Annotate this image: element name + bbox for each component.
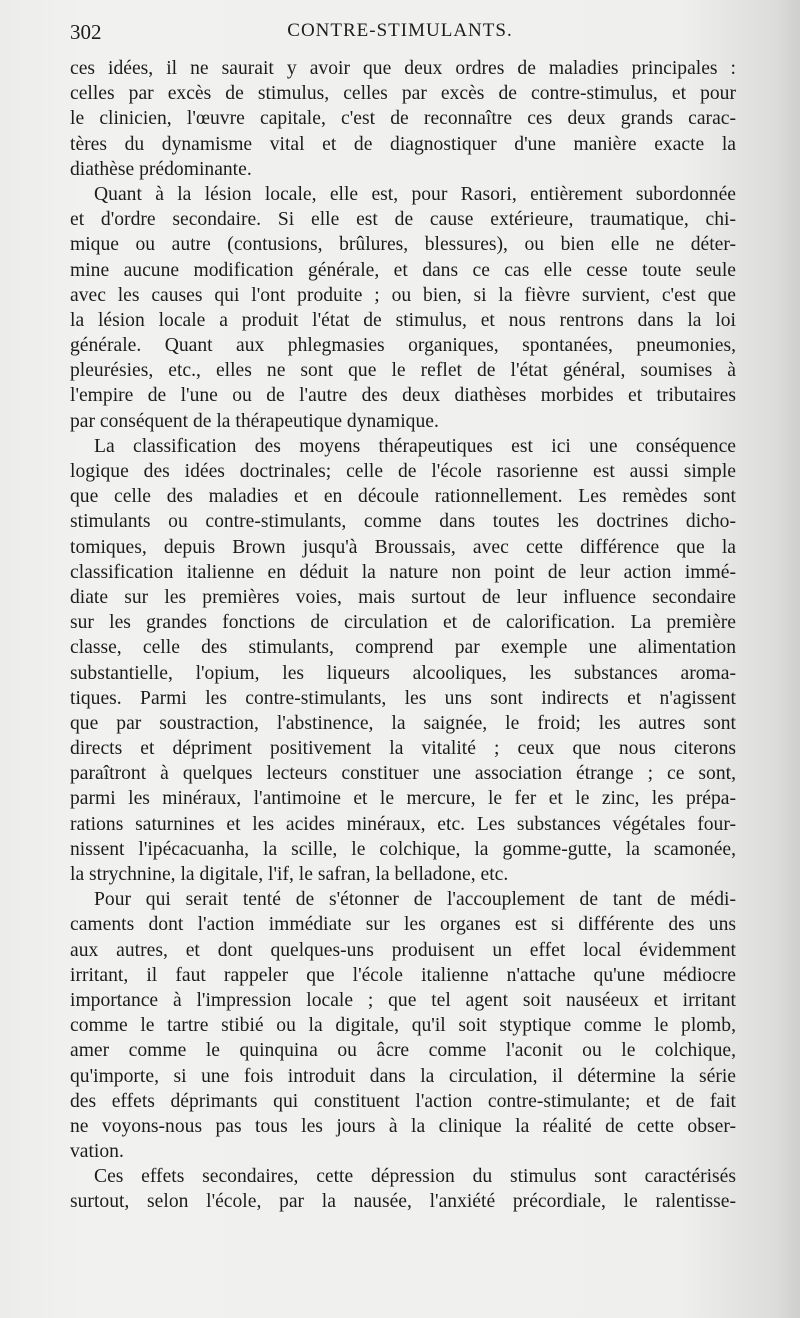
text-line: sur les grandes fonctions de circulation et de calorification. La première [70,612,736,634]
text-line: importance à l'impression locale ; que tel agent soit nauséeux et irritant [70,989,736,1011]
text-line: mique ou autre (contusions, brûlures, blessures), ou bien elle ne déter- [70,234,736,256]
text-line: la lésion locale a produit l'état de stimulus, et nous rentrons dans la loi [70,309,736,331]
text-line: rations saturnines et les acides minéraux, etc. Les substances végétales four- [70,813,736,835]
text-line: diathèse prédominante. [70,158,252,180]
text-line: directs et dépriment positivement la vitalité ; ceux que nous citerons [70,738,736,760]
text-line: La classification des moyens thérapeutiques est ici une conséquence [94,435,736,457]
text-line: amer comme le quinquina ou âcre comme l'aconit ou le colchique, [70,1040,736,1062]
text-line: que par soustraction, l'abstinence, la saignée, le froid; les autres sont [70,712,736,734]
page-header [70,20,730,50]
text-line: pleurésies, etc., elles ne sont que le reflet de l'état général, soumises à [70,360,736,382]
text-line: tiques. Parmi les contre-stimulants, les uns sont indirects et n'agissent [70,687,736,709]
text-line: comme le tartre stibié ou la digitale, qu'il soit styptique comme le plomb, [70,1015,736,1037]
text-line: et d'ordre secondaire. Si elle est de cause extérieure, traumatique, chi- [70,209,736,231]
text-line: que celle des maladies et en découle rationnellement. Les remèdes sont [70,486,736,508]
text-line: l'empire de l'une ou de l'autre des deux diathèses morbides et tributaires [70,385,736,407]
text-line: surtout, selon l'école, par la nausée, l'anxiété précordiale, le ralentisse- [70,1191,736,1213]
text-line: classification italienne en déduit la nature non point de leur action immé- [70,561,736,583]
text-line: aux autres, et dont quelques-uns produisent un effet local évidemment [70,939,736,961]
text-line: substantielle, l'opium, les liqueurs alcooliques, les substances aroma- [70,662,736,684]
running-head: CONTRE-STIMULANTS. [287,20,513,41]
text-line: avec les causes qui l'ont produite ; ou bien, si la fièvre survient, c'est que [70,284,736,306]
text-line: irritant, il faut rappeler que l'école italienne n'attache qu'une médiocre [70,964,736,986]
text-line: diate sur les premières voies, mais surtout de leur influence secondaire [70,586,736,608]
text-line: par conséquent de la thérapeutique dynamique. [70,410,439,432]
text-line: stimulants ou contre-stimulants, comme dans toutes les doctrines dicho- [70,511,736,533]
text-line: tères du dynamisme vital et de diagnostiquer d'une manière exacte la [70,133,736,155]
text-line: ne voyons-nous pas tous les jours à la clinique la réalité de cette obser- [70,1115,736,1137]
text-line: celles par excès de stimulus, celles par excès de contre-stimulus, et pour [70,83,736,105]
text-line: Ces effets secondaires, cette dépression du stimulus sont caractérisés [94,1166,736,1188]
text-line: mine aucune modification générale, et dans ce cas elle cesse toute seule [70,259,736,281]
text-line: Quant à la lésion locale, elle est, pour Rasori, entièrement subordonnée [94,183,736,205]
text-line: générale. Quant aux phlegmasies organiques, spontanées, pneumonies, [70,335,736,357]
text-line: des effets déprimants qui constituent l'action contre-stimulante; et de fait [70,1090,736,1112]
text-line: la strychnine, la digitale, l'if, le safran, la belladone, etc. [70,864,509,885]
text-line: qu'importe, si une fois introduit dans la circulation, il détermine la série [70,1065,736,1087]
text-line: classe, celle des stimulants, comprend par exemple une alimentation [70,637,736,659]
text-line: vation. [70,1141,124,1163]
text-line: nissent l'ipécacuanha, la scille, le colchique, la gomme-gutte, la scamonée, [70,838,736,860]
text-line: ces idées, il ne saurait y avoir que deux ordres de maladies principales : [70,58,736,79]
body-text [70,56,736,1215]
text-line: tomiques, depuis Brown jusqu'à Broussais, avec cette différence que la [70,536,736,558]
page-number: 302 [70,20,102,44]
text-line: le clinicien, l'œuvre capitale, c'est de reconnaître ces deux grands carac- [70,108,736,130]
text-line: paraîtront à quelques lecteurs constituer une association étrange ; ce sont, [70,763,736,785]
text-line: parmi les minéraux, l'antimoine et le mercure, le fer et le zinc, les prépa- [70,788,736,810]
text-line: logique des idées doctrinales; celle de l'école rasorienne est aussi simple [70,461,736,482]
text-line: caments dont l'action immédiate sur les organes est si différente des uns [70,914,736,936]
text-line: Pour qui serait tenté de s'étonner de l'accouplement de tant de médi- [94,889,736,911]
